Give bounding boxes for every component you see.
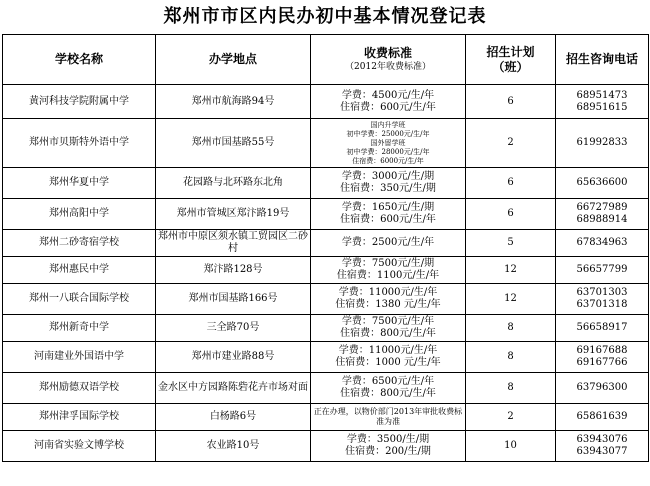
fee-line: 初中学费：28000元/生/年: [346, 147, 430, 156]
fee-cell: [311, 315, 466, 342]
phone-number: 63796300: [576, 382, 628, 393]
table-row: [3, 168, 649, 199]
phone-number: 69167766: [576, 357, 628, 368]
fee-line: 住宿费：600元/生/年: [340, 214, 436, 225]
phone-number: 67834963: [576, 237, 628, 248]
fee-line: 国外留学班: [370, 138, 406, 147]
phone-number: 65861639: [576, 411, 628, 422]
phone-number: 66727989: [576, 202, 628, 213]
plan-cell: 2: [466, 119, 556, 168]
address-cell: 农业路10号: [156, 431, 311, 462]
plan-cell: 8: [466, 342, 556, 373]
plan-cell: 6: [466, 168, 556, 199]
header-school-name: 学校名称: [3, 35, 156, 85]
fee-cell: [311, 342, 466, 373]
school-name-cell: 郑州一八联合国际学校: [3, 284, 156, 315]
fee-cell: [311, 431, 466, 462]
school-table: [2, 34, 649, 462]
header-plan: [466, 35, 556, 85]
fee-line: 学费：1650元/生/期: [341, 202, 435, 213]
fee-line: 学费：3000元/生/期: [341, 171, 435, 182]
address-cell: 金水区中方园路陈砦花卉市场对面: [156, 373, 311, 404]
address-cell: 郑州市管城区郑汴路19号: [156, 199, 311, 230]
fee-line: 学费：2500元/生/年: [341, 237, 435, 248]
table-row: [3, 431, 649, 462]
phone-number: 69167688: [576, 345, 628, 356]
table-row: [3, 373, 649, 404]
school-name-cell: 郑州市贝斯特外语中学: [3, 119, 156, 168]
school-name-cell: 郑州华夏中学: [3, 168, 156, 199]
phone-cell: [556, 257, 649, 284]
address-cell: 郑汴路128号: [156, 257, 311, 284]
address-cell: 白杨路6号: [156, 404, 311, 431]
fee-line: 学费：7500元/生/期: [341, 258, 435, 269]
header-fee-label: 收费标准: [363, 46, 412, 60]
fee-cell: [311, 119, 466, 168]
header-plan-line2: （班）: [492, 59, 529, 74]
table-row: [3, 284, 649, 315]
fee-line: 学费：11000元/生/年: [338, 345, 438, 356]
sheet-title: 郑州市市区内民办初中基本情况登记表: [163, 6, 487, 27]
school-name-cell: 郑州新奇中学: [3, 315, 156, 342]
fee-line: 住宿费：6000元/生/年: [352, 156, 424, 165]
phone-cell: [556, 230, 649, 257]
table-row: [3, 315, 649, 342]
fee-line: 学费：11000元/生/年: [338, 287, 438, 298]
fee-line: 初中学费：25000元/生/年: [346, 129, 430, 138]
plan-cell: 8: [466, 373, 556, 404]
plan-cell: 6: [466, 85, 556, 119]
table-row: [3, 404, 649, 431]
plan-cell: 6: [466, 199, 556, 230]
fee-cell: [311, 168, 466, 199]
phone-cell: [556, 315, 649, 342]
fee-line: 住宿费：600元/生/年: [340, 101, 436, 113]
phone-cell: [556, 168, 649, 199]
fee-cell: [311, 85, 466, 119]
plan-cell: 2: [466, 404, 556, 431]
header-row: [3, 35, 649, 85]
table-row: [3, 257, 649, 284]
plan-cell: 5: [466, 230, 556, 257]
phone-number: 63943076: [576, 434, 628, 445]
school-name-cell: 黄河科技学院附属中学: [3, 85, 156, 119]
fee-line: 国内升学班: [370, 120, 406, 129]
fee-line: 住宿费：1000 元/生/年: [335, 357, 441, 368]
phone-number: 56658917: [576, 322, 628, 333]
address-cell: 郑州市国基路166号: [156, 284, 311, 315]
plan-cell: 12: [466, 257, 556, 284]
school-name-cell: 郑州津孚国际学校: [3, 404, 156, 431]
fee-line: 正在办理，以物价部门2013年审批收费标准为准: [313, 407, 463, 426]
fee-line: 住宿费：1380 元/生/年: [335, 299, 441, 310]
fee-line: 学费：4500元/生/年: [341, 89, 435, 101]
address-cell: 花园路与北环路东北角: [156, 168, 311, 199]
header-phone: 招生咨询电话: [556, 35, 649, 85]
phone-number: 68988914: [576, 214, 628, 225]
phone-number: 63943077: [576, 446, 628, 457]
phone-cell: [556, 85, 649, 119]
school-name-cell: 河南建业外国语中学: [3, 342, 156, 373]
school-name-cell: 河南省实验文博学校: [3, 431, 156, 462]
header-fee: [311, 35, 466, 85]
phone-number: 63701318: [576, 299, 628, 310]
plan-cell: 12: [466, 284, 556, 315]
phone-cell: [556, 342, 649, 373]
phone-cell: [556, 373, 649, 404]
phone-number: 68951473: [576, 89, 628, 101]
fee-cell: [311, 257, 466, 284]
fee-line: 住宿费：800元/生/年: [340, 388, 436, 399]
fee-line: 住宿费：350元/生/期: [340, 183, 436, 194]
phone-number: 68951615: [576, 101, 628, 113]
fee-cell: [311, 230, 466, 257]
fee-cell: [311, 199, 466, 230]
address-cell: 郑州市建业路88号: [156, 342, 311, 373]
header-address: 办学地点: [156, 35, 311, 85]
fee-line: 学费：7500元/生/年: [341, 316, 435, 327]
phone-number: 61992833: [576, 137, 628, 148]
phone-cell: [556, 404, 649, 431]
address-cell: 三全路70号: [156, 315, 311, 342]
phone-cell: [556, 431, 649, 462]
phone-cell: [556, 119, 649, 168]
fee-line: 住宿费：200/生/期: [345, 446, 431, 457]
school-name-cell: 郑州励德双语学校: [3, 373, 156, 404]
table-row: [3, 342, 649, 373]
phone-cell: [556, 199, 649, 230]
header-fee-sub: （2012年收费标准）: [345, 62, 431, 72]
school-name-cell: 郑州惠民中学: [3, 257, 156, 284]
school-name-cell: 郑州高阳中学: [3, 199, 156, 230]
phone-cell: [556, 284, 649, 315]
fee-cell: [311, 404, 466, 431]
fee-cell: [311, 284, 466, 315]
fee-line: 住宿费：800元/生/年: [340, 328, 436, 339]
fee-line: 住宿费：1100元/生/年: [336, 270, 440, 281]
table-row: [3, 230, 649, 257]
table-row: [3, 199, 649, 230]
address-cell: 郑州市国基路55号: [156, 119, 311, 168]
table-body: [3, 85, 649, 462]
phone-number: 65636600: [576, 177, 628, 188]
table-row: [3, 119, 649, 168]
plan-cell: 8: [466, 315, 556, 342]
fee-cell: [311, 373, 466, 404]
fee-line: 学费：6500元/生/年: [341, 376, 435, 387]
phone-number: 56657799: [576, 264, 628, 275]
address-cell: 郑州市中原区须水镇工贸园区二砂村: [156, 230, 311, 257]
plan-cell: 10: [466, 431, 556, 462]
fee-line: 学费：3500/生/期: [346, 434, 430, 445]
table-row: [3, 85, 649, 119]
phone-number: 63701303: [576, 287, 628, 298]
address-cell: 郑州市航海路94号: [156, 85, 311, 119]
header-plan-line1: 招生计划: [486, 44, 535, 59]
school-name-cell: 郑州二砂寄宿学校: [3, 230, 156, 257]
